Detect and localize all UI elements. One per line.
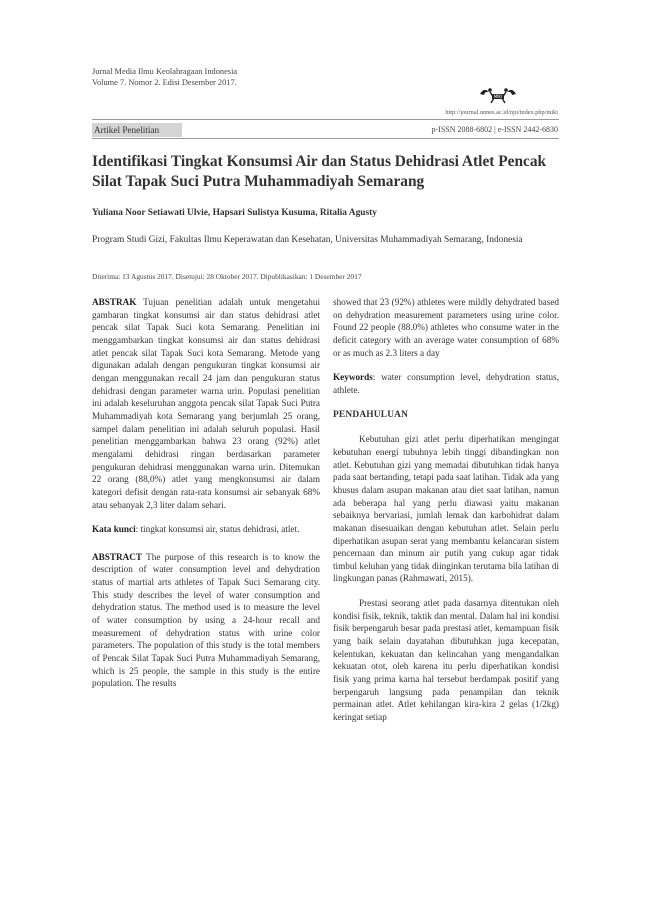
article-affiliation: Program Studi Gizi, Fakultas Ilmu Keperawatan dan Kesehatan, Universitas Muhammadiyah Semarang, Indonesia <box>92 235 523 245</box>
abstract-text-part1: The purpose of this research is to know the description of water consumption level and dehydration status of martial arts athletes of Tapak Suci Semarang city. This study describes the level of water consumption and dehydration status. The method used is to measure the level of water consumption by using a 24-hour recall and measurement of dehydration status with urine color parameters. The population of this study is the total members of Pencak Silat Tapak Suci Putra Muhammadiyah Semarang, which is 25 people, the sample in this study is the entire population. The results <box>92 551 320 689</box>
issn: p-ISSN 2088-6802 | e-ISSN 2442-6830 <box>431 125 558 134</box>
pendahuluan-paragraph-1: Kebutuhan gizi atlet perlu diperhatikan mengingat kebutuhan energi tubuhnya lebih tinggi dibandingkan non atlet. Kebutuhan gizi yang memadai dibutuhkan tidak hanya pada saat bertanding, tetapi pada saat latihan. Tidak ada yang khusus dalam asupan makanan atau diet saat latihan, namun ada beberapa hal yang perlu diawasi yaitu makanan sebaiknya bervariasi, jumlah lemak dan karbohidrat dalam makanan disesuaikan dengan kebutuhan atlet. Selain perlu diperhatikan asupan serat yang membantu kelancaran sistem pencernaan dan minum air putih yang cukup agar tidak timbul keluhan yang tidak diinginkan terutama bila latihan di lingkungan panas (Rahmawati, 2015). <box>333 434 559 584</box>
header-divider-bottom <box>92 138 559 139</box>
abstrak-label: ABSTRAK <box>92 297 137 307</box>
svg-text:MIKI: MIKI <box>493 94 503 99</box>
keywords <box>333 371 559 396</box>
journal-url[interactable]: http://journal.unnes.ac.id/nju/index.php/miki <box>445 109 558 116</box>
left-column <box>92 296 320 690</box>
section-label: Artikel Penelitian <box>92 123 182 137</box>
abstrak-paragraph <box>92 296 320 511</box>
abstract-text-part2: showed that 23 (92%) athletes were mildly dehydrated based on dehydration measurement parameters using urine color. Found 22 people (88.0%) athletes who consume water in the deficit category with an average water consumption of 68% or as much as 2.3 liters a day <box>333 297 559 358</box>
header-divider-top <box>92 119 559 120</box>
journal-name: Jurnal Media Ilmu Keolahragaan Indonesia <box>92 67 238 76</box>
article-authors: Yuliana Noor Setiawati Ulvie, Hapsari Sulistya Kusuma, Ritalia Agusty <box>92 208 377 218</box>
keywords-text: : water consumption level, dehydration status, athlete. <box>333 372 559 395</box>
article-dates: Diterima: 13 Agustus 2017. Disetujui: 28 Oktober 2017. Dipublikasikan: 1 Desember 2017 <box>92 272 362 281</box>
section-heading-pendahuluan: PENDAHULUAN <box>333 409 409 420</box>
right-column <box>333 296 559 724</box>
pendahuluan-paragraph-2: Prestasi seorang atlet pada dasarnya ditentukan oleh kondisi fisik, teknik, taktik dan mental. Dalam hal ini kondisi fisik berpengaruh besar pada prestasi atlet, kemampuan fisik yang baik selain dayatahan dibutuhkan juga kecepatan, kelentukan, kekuatan dan kelincahan yang mengandalkan kekuatan otot, oleh karena itu perlu diperhatikan kondisi fisik yang prima karna hal tersebut berdampak positif yang berpengaruh langsung pada penampilan dan teknik permainan atlet. Atlet kehilangan kira-kira 2 gelas (1/2kg) keringat setiap <box>333 598 559 723</box>
article-title: Identifikasi Tingkat Konsumsi Air dan Status Dehidrasi Atlet Pencak Silat Tapak Suci Putra Muhammadiyah Semarang <box>92 153 547 190</box>
journal-volume: Volume 7. Nomor 2. Edisi Desember 2017. <box>92 78 237 87</box>
kata-kunci-text: : tingkat konsumsi air, status dehidrasi, atlet. <box>135 524 300 535</box>
abstrak-text: Tujuan penelitian adalah untuk mengetahui gambaran tingkat konsumsi air dan status dehidrasi atlet pencak silat Tapak Suci kota Semarang. Penelitian ini menggambarkan tingkat konsumsi air dan status dehidrasi atlet pencak silat Tapak Suci kota Semarang. Metode yang digunakan adalah dengan pengukuran tingkat konsumsi air dengan menggunakan recall 24 jam dan pengukuran status dehidrasi dengan parameter warna urin. Populasi penelitian ini adalah keseluruhan anggota pencak silat Tapak Suci Putra Muhammadiyah kota Semarang yang berjumlah 25 orang, sampel dalam penelitian ini adalah seluruh populasi. Hasil penelitian menggambarkan bahwa 23 orang (92%) atlet mengalami dehidrasi ringan berdasarkan parameter pengukuran dehidrasi menggunakan warna urin. Ditemukan 22 orang (88,0%) atlet yang mengkonsumsi air dalam kategori defisit dengan rata-rata konsumsi air sebanyak 68% atau sebanyak 2,3 liter dalam sehari. <box>92 297 321 510</box>
journal-info <box>92 66 237 88</box>
kata-kunci <box>92 523 320 536</box>
abstract-paragraph <box>92 551 320 690</box>
kata-kunci-label: Kata kunci <box>92 524 136 535</box>
abstract-label: ABSTRACT <box>92 551 143 562</box>
journal-logo-icon <box>476 84 520 106</box>
keywords-label: Keywords <box>333 372 373 383</box>
